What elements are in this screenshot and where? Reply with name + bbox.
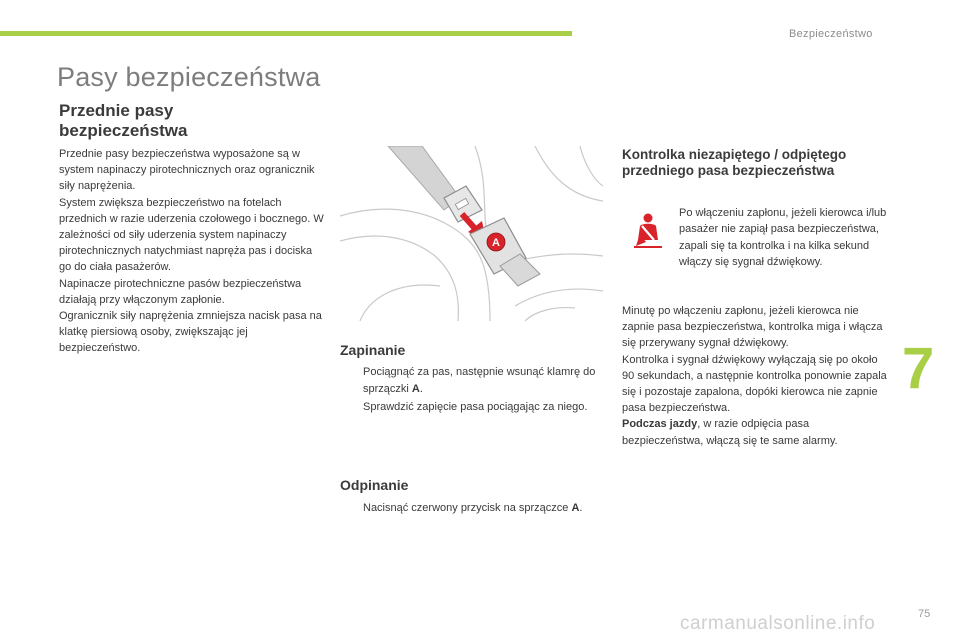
- front-belts-paragraph: Napinacze pirotechniczne pasów bezpieczeństwa działają przy włączonym zapłonie.: [59, 277, 302, 306]
- list-item: [340, 399, 610, 416]
- warning-paragraph: Minutę po włączeniu zapłonu, jeżeli kierowca nie zapnie pasa bezpieczeństwa, kontrolka miga i włącza się przerywany sygnał dźwiękowy.: [622, 305, 883, 350]
- list-item: [340, 364, 610, 397]
- warning-paragraph: [622, 416, 892, 448]
- seat-outline: [360, 285, 440, 321]
- fastening-heading: Zapinanie: [340, 342, 406, 358]
- seat-outline: [535, 146, 603, 201]
- header-accent-bar: [0, 31, 572, 36]
- front-belts-paragraph: Przednie pasy bezpieczeństwa wyposażone są w system napinaczy pirotechnicznych oraz ogranicznik siły naprężenia.: [59, 148, 315, 193]
- watermark: carmanualsonline.info: [680, 613, 876, 634]
- seat-outline: [340, 236, 458, 321]
- page-number: 75: [918, 608, 931, 620]
- warning-icon-description: Po włączeniu zapłonu, jeżeli kierowca i/lub pasażer nie zapiął pasa bezpieczeństwa, zapali się ta kontrolka i na kilka sekund włączy się sygnał dźwiękowy.: [679, 207, 887, 269]
- list-item-end: .: [579, 502, 583, 514]
- warning-bold-lead: Podczas jazdy: [622, 418, 698, 431]
- list-item-end: .: [419, 382, 423, 395]
- page-title: Pasy bezpieczeństwa: [57, 62, 321, 92]
- front-belts-text: [59, 146, 324, 357]
- seat-outline: [525, 308, 575, 321]
- buckle-label: A: [492, 237, 500, 249]
- seatbelt-warning-icon: [632, 212, 664, 248]
- warning-heading: Kontrolka niezapiętego / odpiętego przedniego pasa bezpieczeństwa: [622, 147, 847, 178]
- front-belts-heading: Przednie pasy bezpieczeństwa: [59, 101, 188, 140]
- list-item-text: Sprawdzić zapięcie pasa pociągając za niego.: [363, 401, 588, 413]
- seatbelt-buckle-illustration: [340, 146, 603, 321]
- fastening-list: [340, 364, 610, 418]
- warning-text: [622, 303, 892, 449]
- warning-paragraph-rest: , w razie odpięcia pasa bezpieczeństwa, włączą się te same alarmy.: [622, 418, 838, 447]
- unfastening-heading: Odpinanie: [340, 477, 409, 493]
- unfastening-list: [340, 500, 610, 519]
- seat-outline: [515, 289, 603, 306]
- list-item-bold: A: [571, 502, 580, 514]
- list-item-text: Nacisnąć czerwony przycisk na sprzączce: [363, 502, 572, 514]
- warning-paragraph: Kontrolka i sygnał dźwiękowy wyłączają się po około 90 sekundach, a następnie kontrolka ponownie zapala się i pozostaje zapalona, dopóki kierowca nie zapnie pasa bezpieczeństwa.: [622, 353, 887, 415]
- list-item: [340, 500, 610, 517]
- seat-outline: [340, 209, 490, 321]
- section-name: Bezpieczeństwo: [789, 28, 873, 40]
- seat-outline: [580, 146, 603, 186]
- list-item-text: Pociągnąć za pas, następnie wsunąć klamrę do sprzączki: [363, 366, 596, 395]
- chapter-number: 7: [902, 336, 935, 401]
- front-belts-paragraph: System zwiększa bezpieczeństwo na fotelach przednich w razie uderzenia czołowego i bocznego. W zależności od siły uderzenia system napinaczy pirotechnicznych natychmiast napręża pas i dociska go do ciała pasażerów.: [59, 196, 324, 274]
- front-belts-paragraph: Ogranicznik siły naprężenia zmniejsza nacisk pasa na klatkę piersiową osoby, zwiększając jej bezpieczeństwo.: [59, 310, 322, 355]
- list-item-bold: A: [411, 382, 420, 395]
